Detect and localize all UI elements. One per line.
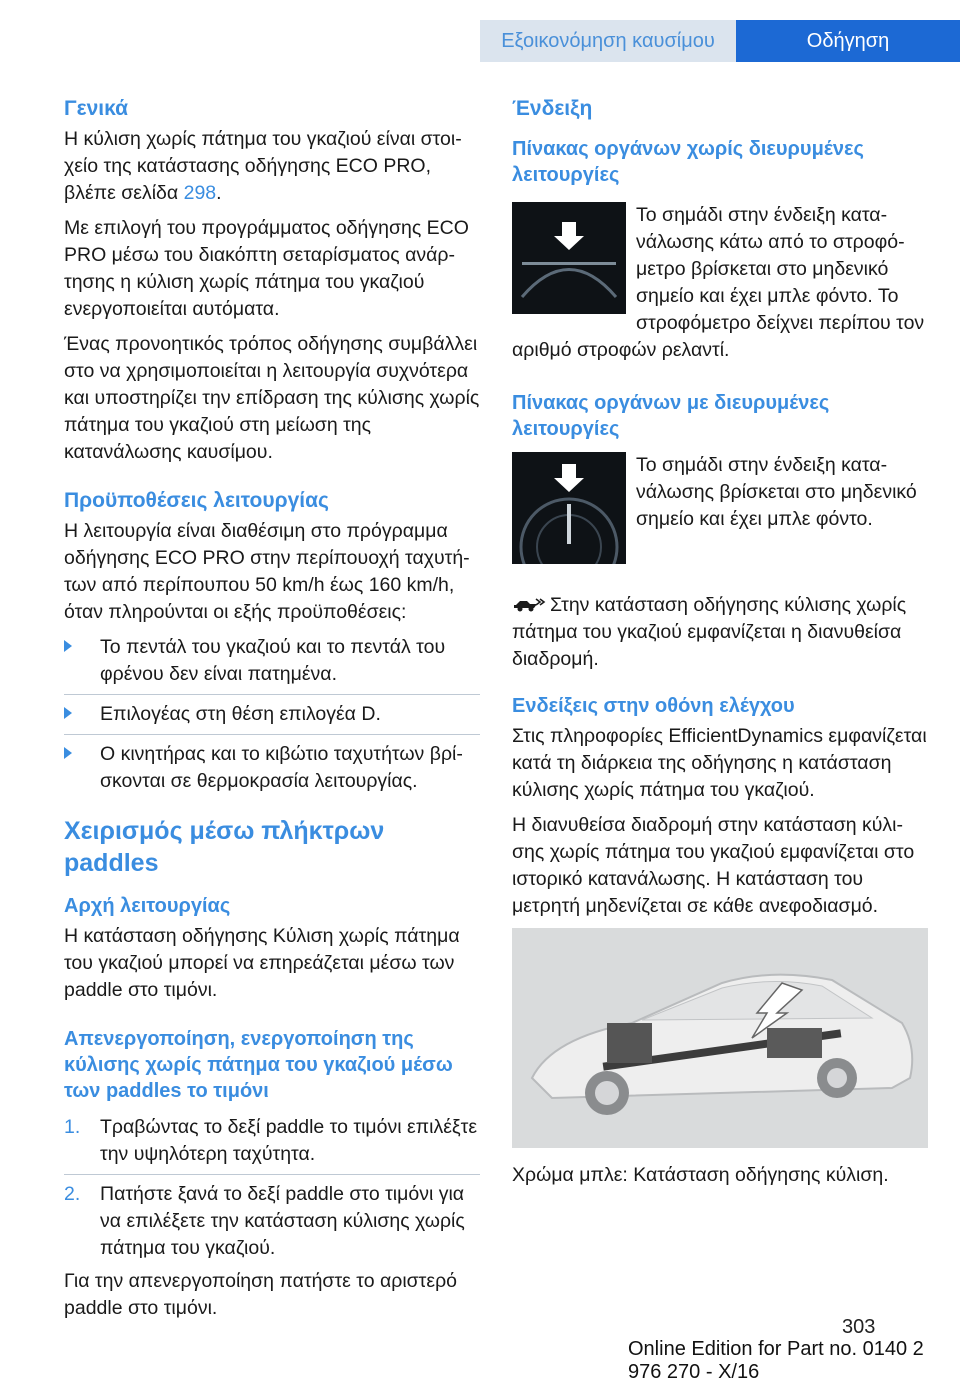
paragraph: Το σημάδι στην ένδειξη κατανάλωσης βρίσκεται στο μηδενικό σημείο και έχει μπλε φόντο. xyxy=(636,454,917,530)
heading-principle: Αρχή λειτουργίας xyxy=(64,895,231,917)
paragraph: Η λειτουργία είναι διαθέσιμη στο πρόγραμμα οδήγησης ECO PRO στην περίπουοχή ταχυτήτων από περίπουπου 50 km/h έως 160 km/h, όταν πληρούνται οι εξής προϋποθέσεις: xyxy=(64,520,470,623)
section-tab-fuel-saving: Εξοικονόμηση καυσίμου xyxy=(480,20,736,62)
heading-toggle-coasting: Απενεργοποίηση, ενεργοποίηση της κύλισης χωρίς πάτημα του γκαζιού μέσω των paddles το τιμόνι xyxy=(64,1028,453,1102)
heading-control-display: Ενδείξεις στην οθόνη ελέγχου xyxy=(512,695,795,717)
heading-paddles: Χειρισμός μέσω πλήκτρων paddles xyxy=(64,817,385,877)
page-footer xyxy=(0,1316,960,1383)
page-number: 303 xyxy=(842,1316,876,1338)
paragraph: Η διανυθείσα διαδρομή στην κατάσταση κύλισης χωρίς πάτημα του γκαζιού εμφανίζεται στο ιστορικό κατανάλωσης. Η κατάσταση του μετρητή μηδενίζεται σε κάθε ανεφοδιασμό. xyxy=(512,814,915,917)
section-tab-driving: Οδήγηση xyxy=(736,20,960,62)
paragraph: Για την απενεργοποίηση πατήστε το αριστερό paddle στο τιμόνι. xyxy=(64,1270,458,1319)
heading-general: Γενικά xyxy=(64,97,129,120)
paragraph: Στις πληροφορίες EfficientDynamics εμφανίζεται κατά τη διάρκεια της οδήγησης η κατάσταση κύλισης χωρίς πάτημα του γκαζιού. xyxy=(512,725,927,801)
coasting-car-icon xyxy=(512,594,546,614)
list-item: Ο κινητήρας και το κιβώτιο ταχυτήτων βρίσκονται σε θερμοκρασία λειτουργίας. xyxy=(64,734,480,801)
paragraph: Στην κατάσταση οδήγησης κύλισης χωρίς πάτημα του γκαζιού εμφανίζεται η διανυθείσα διαδρομή. xyxy=(512,594,907,670)
prerequisites-list xyxy=(64,628,480,801)
figure-caption: Χρώμα μπλε: Κατάσταση οδήγησης κύλιση. xyxy=(512,1164,889,1186)
triangle-bullet-icon xyxy=(64,747,72,759)
instrument-cluster-image xyxy=(512,202,626,314)
list-item: Επιλογέας στη θέση επιλογέα D. xyxy=(64,694,480,734)
paragraph: Το σημάδι στην ένδειξη κατανάλωσης κάτω από το στροφόμετρο βρίσκεται στο μηδενικό σημείο και έχει μπλε φόντο. Το στροφόμετρο δείχνει περίπου τον αριθμό στροφών ρελαντί. xyxy=(512,204,925,361)
steps-list xyxy=(64,1108,480,1268)
paragraph: Η κύλιση χωρίς πάτημα του γκαζιού είναι στοιχείο της κατάστασης οδήγησης ECO PRO, βλέπε σελίδα 298. xyxy=(64,128,462,204)
heading-prerequisites: Προϋποθέσεις λειτουργίας xyxy=(64,489,329,512)
triangle-bullet-icon xyxy=(64,640,72,652)
car-coasting-illustration xyxy=(512,928,928,1148)
list-item: 2. Πατήστε ξανά το δεξί paddle στο τιμόνι για να επιλέξετε την κατάσταση κύλισης χωρίς πάτημα του γκαζιού. xyxy=(64,1174,480,1268)
edition-note: Online Edition for Part no. 0140 2 976 270 - X/16 xyxy=(628,1338,924,1383)
left-column xyxy=(64,96,480,1330)
instrument-cluster-image xyxy=(512,452,626,564)
page-link[interactable]: 298 xyxy=(183,182,217,204)
right-column xyxy=(512,96,928,1197)
list-item: Το πεντάλ του γκαζιού και το πεντάλ του φρένου δεν είναι πατημένα. xyxy=(64,628,480,694)
paragraph: Με επιλογή του προγράμματος οδήγησης ECO PRO μέσω του διακόπτη σεταρίσματος ανάρτησης η κύλιση χωρίς πάτημα του γκαζιού ενεργοποιείται αυτόματα. xyxy=(64,217,469,320)
triangle-bullet-icon xyxy=(64,707,72,719)
paragraph: Η κατάσταση οδήγησης Κύλιση χωρίς πάτημα του γκαζιού μπορεί να επηρεάζεται μέσω των paddle στο τιμόνι. xyxy=(64,925,460,1001)
paragraph: Ένας προνοητικός τρόπος οδήγησης συμβάλλει στο να χρησιμοποιείται η λειτουργία συχνότερα και υποστηρίζει την επίδραση της κύλισης χωρίς πάτημα του γκαζιού στη μείωση της κατανάλωσης καυσίμου. xyxy=(64,333,480,463)
list-item: 1. Τραβώντας το δεξί paddle το τιμόνι επιλέξτε την υψηλότερη ταχύτητα. xyxy=(64,1116,478,1165)
heading-cluster-without: Πίνακας οργάνων χωρίς διευρυμένες λειτουργίες xyxy=(512,138,864,186)
heading-cluster-with: Πίνακας οργάνων με διευρυμένες λειτουργίες xyxy=(512,392,830,440)
heading-indicator: Ένδειξη xyxy=(512,97,593,120)
page-header xyxy=(0,0,960,62)
